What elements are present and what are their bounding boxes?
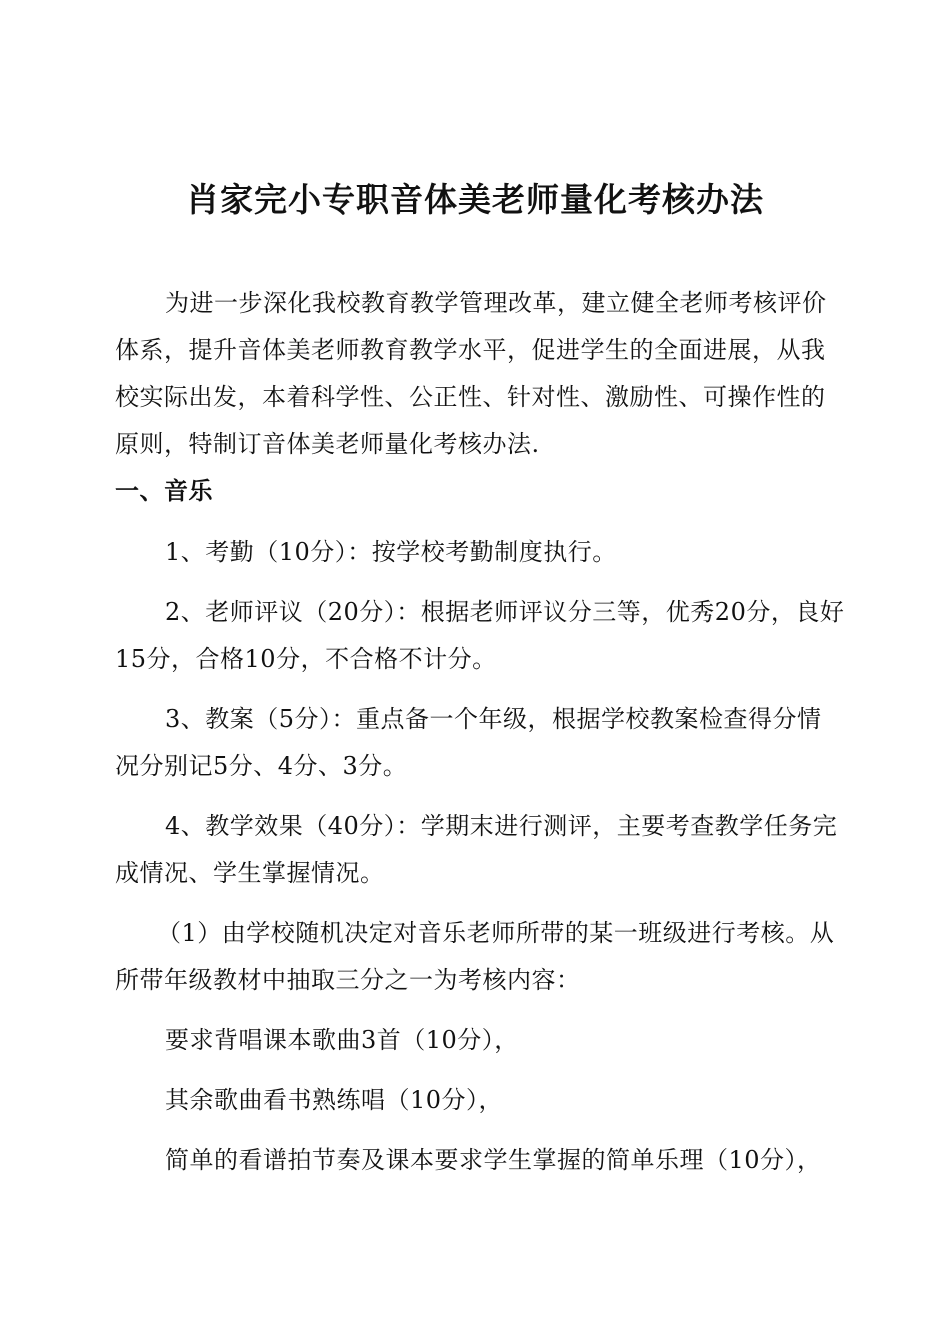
item-attendance: 1、考勤（10分）：按学校考勤制度执行。: [165, 538, 617, 566]
item-teacher-evaluation: 2、老师评议（20分）：根据老师评议分三等，优秀20分，良好15分，合格10分，不合格不计分。: [115, 598, 845, 673]
item-recite-songs: 要求背唱课本歌曲3首（10分），: [165, 1026, 519, 1054]
item-teaching-effect: 4、教学效果（40分）：学期末进行测评，主要考查教学任务完成情况、学生掌握情况。: [115, 812, 838, 887]
document-body: [115, 280, 845, 1184]
item-sing-with-book: 其余歌曲看书熟练唱（10分），: [165, 1086, 504, 1114]
item-music-theory: 简单的看谱拍节奏及课本要求学生掌握的简单乐理（10分），: [165, 1146, 822, 1174]
item-assessment-method: （1）由学校随机决定对音乐老师所带的某一班级进行考核。从所带年级教材中抽取三分之一为考核内容：: [115, 919, 835, 994]
item-lesson-plan: 3、教案（5分）：重点备一个年级，根据学校教案检查得分情况分别记5分、4分、3分。: [115, 705, 822, 780]
intro-paragraph: 为进一步深化我校教育教学管理改革，建立健全老师考核评价体系，提升音体美老师教育教学水平，促进学生的全面进展，从我校实际出发，本着科学性、公正性、针对性、激励性、可操作性的原则，特制订音体美老师量化考核办法.: [115, 289, 827, 458]
section-heading-music: 一、音乐: [115, 477, 213, 505]
document-title: 肖家完小专职音体美老师量化考核办法: [186, 180, 764, 219]
